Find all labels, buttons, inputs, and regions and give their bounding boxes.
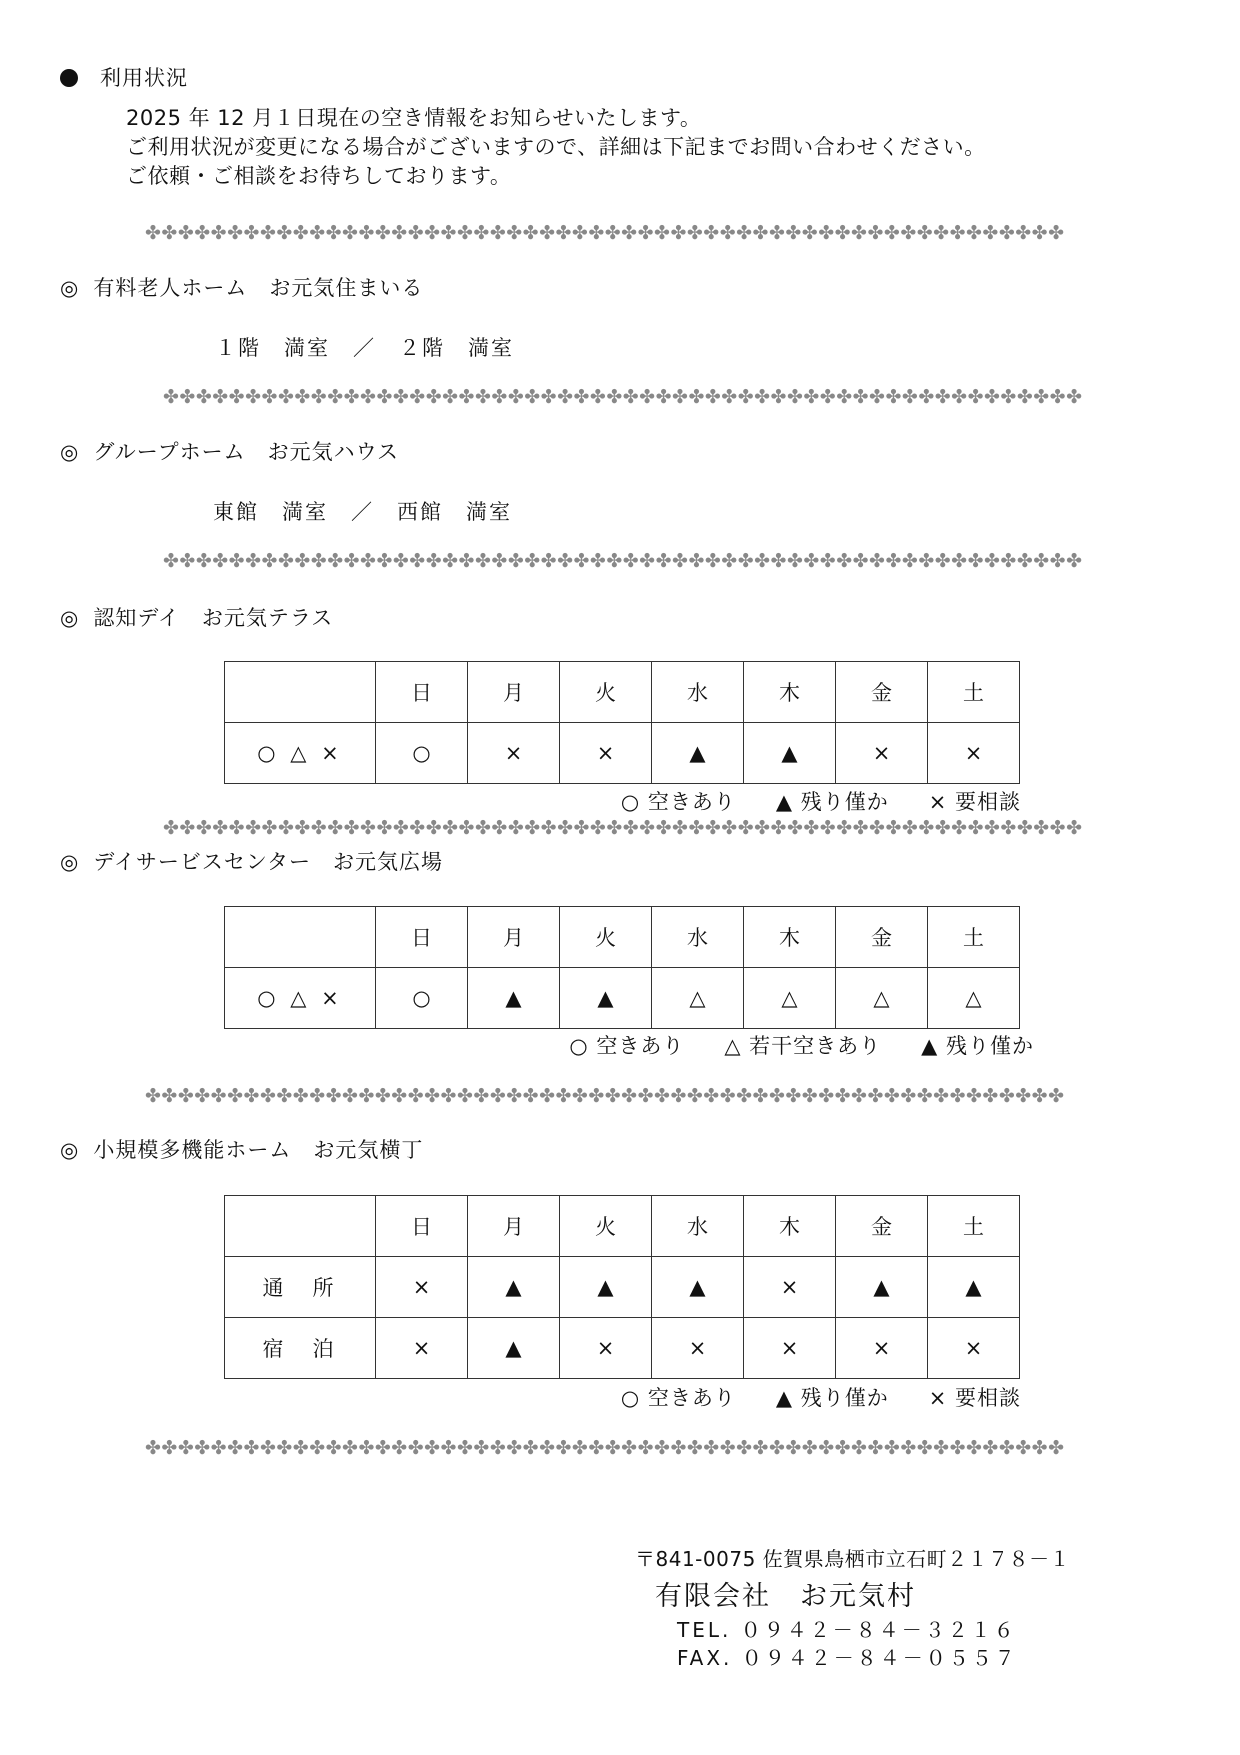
row-label: 通 所 (225, 1257, 376, 1318)
facility1-heading (60, 272, 423, 302)
usage-message (126, 104, 986, 191)
availability-cell: △ (928, 968, 1020, 1029)
divider: ✤✤✤✤✤✤✤✤✤✤✤✤✤✤✤✤✤✤✤✤✤✤✤✤✤✤✤✤✤✤✤✤✤✤✤✤✤✤✤✤✤✤✤✤✤✤✤✤✤✤✤✤✤✤✤✤ (163, 817, 1083, 839)
footer-fax: FAX. ０９４２－８４－０５５７ (677, 1646, 1018, 1670)
double-circle-icon: ◎ (60, 850, 80, 874)
day-header: 水 (652, 907, 744, 968)
availability-cell: × (652, 1318, 744, 1379)
facility2-title: グループホーム お元気ハウス (93, 440, 400, 464)
facility5-legend (621, 1382, 1021, 1412)
usage-heading (60, 62, 188, 92)
legend-item: ▲ 残り僅か (921, 1034, 1034, 1058)
day-header: 土 (928, 907, 1020, 968)
table-row (225, 1257, 1020, 1318)
availability-cell: ▲ (560, 968, 652, 1029)
facility5-title: 小規模多機能ホーム お元気横丁 (93, 1138, 424, 1162)
facility1-status: １階 満室 ／ ２階 満室 (215, 336, 514, 360)
availability-cell: ▲ (468, 1318, 560, 1379)
usage-line: ご依頼・ご相談をお待ちしております。 (126, 164, 512, 188)
availability-cell: × (376, 1257, 468, 1318)
table-corner-cell (225, 662, 376, 723)
row-label: ○ △ × (225, 968, 376, 1029)
day-header: 金 (836, 662, 928, 723)
availability-cell: ▲ (836, 1257, 928, 1318)
facility2-status: 東館 満室 ／ 西館 満室 (213, 500, 512, 524)
facility4-title: デイサービスセンター お元気広場 (93, 850, 444, 874)
facility4-legend (569, 1030, 1034, 1060)
availability-cell: △ (652, 968, 744, 1029)
day-header: 月 (468, 662, 560, 723)
table-corner-cell (225, 907, 376, 968)
divider: ✤✤✤✤✤✤✤✤✤✤✤✤✤✤✤✤✤✤✤✤✤✤✤✤✤✤✤✤✤✤✤✤✤✤✤✤✤✤✤✤✤✤✤✤✤✤✤✤✤✤✤✤✤✤✤✤ (145, 222, 1065, 244)
facility5-heading (60, 1134, 423, 1164)
facility3-heading (60, 602, 333, 632)
divider: ✤✤✤✤✤✤✤✤✤✤✤✤✤✤✤✤✤✤✤✤✤✤✤✤✤✤✤✤✤✤✤✤✤✤✤✤✤✤✤✤✤✤✤✤✤✤✤✤✤✤✤✤✤✤✤✤ (145, 1085, 1065, 1107)
legend-item: ▲ 残り僅か (775, 1386, 889, 1410)
day-header: 火 (560, 662, 652, 723)
legend-item: ▲ 残り僅か (775, 790, 889, 814)
day-header: 火 (560, 1196, 652, 1257)
availability-cell: × (376, 1318, 468, 1379)
availability-cell: × (468, 723, 560, 784)
table-row (225, 1318, 1020, 1379)
availability-cell: ▲ (652, 723, 744, 784)
usage-line: ご利用状況が変更になる場合がございますので、詳細は下記までお問い合わせください。 (126, 135, 986, 159)
bullet-icon (60, 69, 78, 87)
facility3-legend (621, 786, 1021, 816)
footer-company: 有限会社 お元気村 (655, 1581, 916, 1612)
double-circle-icon: ◎ (60, 440, 80, 464)
availability-cell: ▲ (468, 1257, 560, 1318)
availability-cell: × (744, 1318, 836, 1379)
row-label: 宿 泊 (225, 1318, 376, 1379)
table-header-row (225, 1196, 1020, 1257)
availability-cell: × (928, 1318, 1020, 1379)
double-circle-icon: ◎ (60, 1138, 80, 1162)
availability-cell: × (836, 723, 928, 784)
availability-cell: ▲ (744, 723, 836, 784)
legend-item: × 要相談 (928, 790, 1021, 814)
facility3-title: 認知デイ お元気テラス (93, 606, 334, 630)
day-header: 日 (376, 1196, 468, 1257)
footer-address: 〒841-0075 佐賀県鳥栖市立石町２１７８－１ (635, 1547, 1071, 1571)
day-header: 月 (468, 907, 560, 968)
day-header: 木 (744, 662, 836, 723)
table-header-row (225, 907, 1020, 968)
row-label: ○ △ × (225, 723, 376, 784)
availability-cell: × (560, 1318, 652, 1379)
availability-cell: × (560, 723, 652, 784)
availability-cell: × (744, 1257, 836, 1318)
divider: ✤✤✤✤✤✤✤✤✤✤✤✤✤✤✤✤✤✤✤✤✤✤✤✤✤✤✤✤✤✤✤✤✤✤✤✤✤✤✤✤✤✤✤✤✤✤✤✤✤✤✤✤✤✤✤✤ (163, 386, 1083, 408)
availability-cell: × (836, 1318, 928, 1379)
day-header: 水 (652, 662, 744, 723)
day-header: 日 (376, 662, 468, 723)
availability-cell: ○ (376, 968, 468, 1029)
day-header: 土 (928, 662, 1020, 723)
facility4-heading (60, 846, 443, 876)
day-header: 水 (652, 1196, 744, 1257)
double-circle-icon: ◎ (60, 276, 80, 300)
day-header: 金 (836, 1196, 928, 1257)
double-circle-icon: ◎ (60, 606, 80, 630)
legend-item: ○ 空きあり (620, 790, 736, 814)
day-header: 日 (376, 907, 468, 968)
legend-item: × 要相談 (928, 1386, 1021, 1410)
day-header: 火 (560, 907, 652, 968)
availability-cell: △ (744, 968, 836, 1029)
day-header: 月 (468, 1196, 560, 1257)
availability-cell: △ (836, 968, 928, 1029)
availability-cell: ▲ (652, 1257, 744, 1318)
table-header-row (225, 662, 1020, 723)
availability-cell: × (928, 723, 1020, 784)
usage-title: 利用状況 (100, 66, 188, 90)
day-header: 金 (836, 907, 928, 968)
facility5-availability-table (224, 1195, 1020, 1379)
divider: ✤✤✤✤✤✤✤✤✤✤✤✤✤✤✤✤✤✤✤✤✤✤✤✤✤✤✤✤✤✤✤✤✤✤✤✤✤✤✤✤✤✤✤✤✤✤✤✤✤✤✤✤✤✤✤✤ (145, 1437, 1065, 1459)
usage-line: 2025 年 12 月１日現在の空き情報をお知らせいたします。 (126, 106, 702, 130)
facility4-availability-table (224, 906, 1020, 1029)
day-header: 木 (744, 1196, 836, 1257)
table-row (225, 968, 1020, 1029)
day-header: 土 (928, 1196, 1020, 1257)
table-row (225, 723, 1020, 784)
legend-item: ○ 空きあり (620, 1386, 736, 1410)
facility3-availability-table (224, 661, 1020, 784)
legend-item: △ 若干空きあり (724, 1034, 882, 1058)
divider: ✤✤✤✤✤✤✤✤✤✤✤✤✤✤✤✤✤✤✤✤✤✤✤✤✤✤✤✤✤✤✤✤✤✤✤✤✤✤✤✤✤✤✤✤✤✤✤✤✤✤✤✤✤✤✤✤ (163, 550, 1083, 572)
facility2-heading (60, 436, 399, 466)
footer-tel: TEL. ０９４２－８４－３２１６ (677, 1618, 1017, 1642)
facility1-title: 有料老人ホーム お元気住まいる (93, 276, 424, 300)
table-corner-cell (225, 1196, 376, 1257)
legend-item: ○ 空きあり (569, 1034, 685, 1058)
availability-cell: ▲ (560, 1257, 652, 1318)
availability-cell: ▲ (928, 1257, 1020, 1318)
day-header: 木 (744, 907, 836, 968)
availability-cell: ○ (376, 723, 468, 784)
availability-cell: ▲ (468, 968, 560, 1029)
